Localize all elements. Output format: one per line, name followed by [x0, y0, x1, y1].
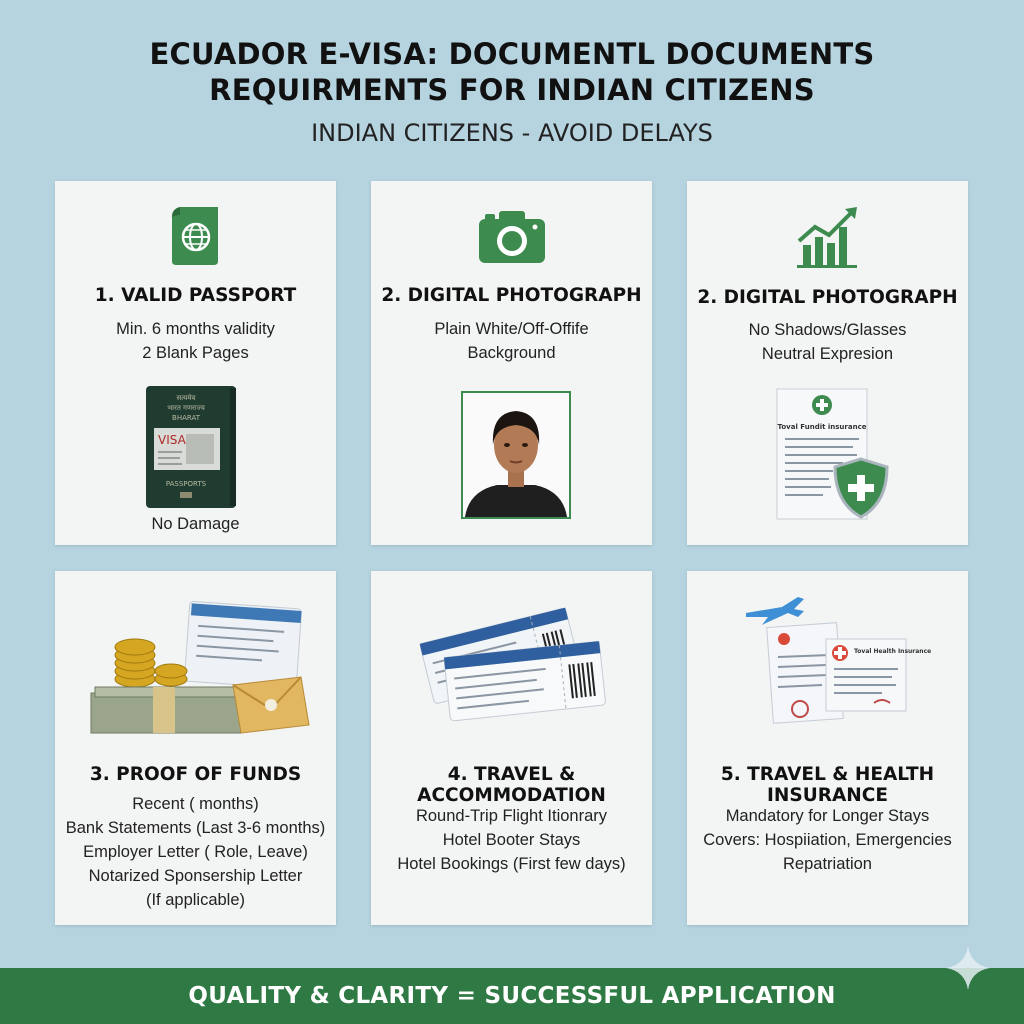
passport-cover-text: सत्यमेव: [176, 394, 196, 402]
card-title: 3. PROOF OF FUNDS: [89, 764, 302, 785]
passport-illustration: [144, 384, 240, 510]
card-detail-line: Plain White/Off-Offife: [434, 320, 589, 338]
header: [0, 36, 1024, 148]
card-detail-line: 2 Blank Pages: [142, 344, 249, 362]
camera-icon: [477, 209, 547, 265]
footer-banner: QUALITY & CLARITY = SUCCESSFUL APPLICATION: [0, 968, 1024, 1024]
page-title-line-2: REQUIRMENTS FOR INDIAN CITIZENS: [209, 73, 815, 107]
passport-globe-icon: [168, 205, 224, 269]
card-detail-line: Mandatory for Longer Stays: [725, 807, 930, 825]
card-details: [55, 792, 336, 912]
card-detail-line: (If applicable): [145, 891, 246, 909]
visa-stamp-text: VISA: [158, 433, 186, 447]
card-detail-line: Covers: Hospiiation, Emergencies: [703, 831, 952, 849]
passport-cover-text: BHARAT: [172, 414, 200, 422]
card-detail-line: Min. 6 months validity: [116, 320, 275, 338]
document-heading: Toval Health Insurance: [854, 648, 932, 655]
page-subtitle: INDIAN CITIZENS - AVOID DELAYS: [311, 119, 713, 147]
card-detail-line: Background: [467, 344, 556, 362]
sparkle-icon: [944, 944, 992, 992]
card-title: 1. VALID PASSPORT: [94, 285, 297, 306]
card-detail-line: Employer Letter ( Role, Leave): [83, 843, 308, 861]
card-detail-line: No Shadows/Glasses: [748, 321, 907, 339]
card-detail-line: Round-Trip Flight Itionrary: [415, 807, 608, 825]
insurance-document-illustration: [773, 387, 893, 523]
card-detail-line: Repatriation: [783, 855, 872, 873]
card-travel-accommodation: [371, 571, 652, 925]
card-detail-line: Neutral Expresion: [761, 345, 894, 363]
card-details: [371, 317, 652, 365]
portrait-photo-illustration: [461, 391, 571, 519]
card-caption-text: No Damage: [151, 515, 240, 533]
card-travel-health-insurance: [687, 571, 968, 925]
card-proof-of-funds: [55, 571, 336, 925]
page-title-line-1: ECUADOR E-VISA: DOCUMENTL DOCUMENTS: [149, 37, 875, 71]
card-title: 2. DIGITAL PHOTOGRAPH: [697, 287, 958, 308]
card-title: 5. TRAVEL & HEALTH INSURANCE: [720, 764, 935, 806]
card-detail-line: Notarized Sponsership Letter: [88, 867, 303, 885]
card-title: 2. DIGITAL PHOTOGRAPH: [381, 285, 642, 306]
card-details: [371, 804, 652, 876]
card-digital-photograph: [371, 181, 652, 545]
card-details: [55, 317, 336, 365]
card-detail-line: Hotel Booter Stays: [442, 831, 581, 849]
card-digital-photograph-2: [687, 181, 968, 545]
insurance-papers-illustration: [742, 595, 932, 735]
card-details: [687, 318, 968, 366]
card-detail-line: Hotel Bookings (First few days): [397, 855, 626, 873]
flight-tickets-illustration: [416, 593, 606, 723]
card-detail-line: Bank Statements (Last 3-6 months): [65, 819, 326, 837]
growth-chart-icon: [795, 205, 861, 269]
card-caption: [55, 512, 336, 536]
passport-cover-text: भारत गणराज्य: [167, 404, 205, 412]
passport-cover-text: PASSPORTS: [165, 480, 207, 488]
card-valid-passport: [55, 181, 336, 545]
card-details: [687, 804, 968, 876]
card-detail-line: Recent ( months): [132, 795, 259, 813]
card-title: 4. TRAVEL & ACCOMMODATION: [417, 764, 606, 806]
document-heading: Toval Fundit insurance: [777, 423, 867, 431]
funds-illustration: [83, 601, 313, 741]
